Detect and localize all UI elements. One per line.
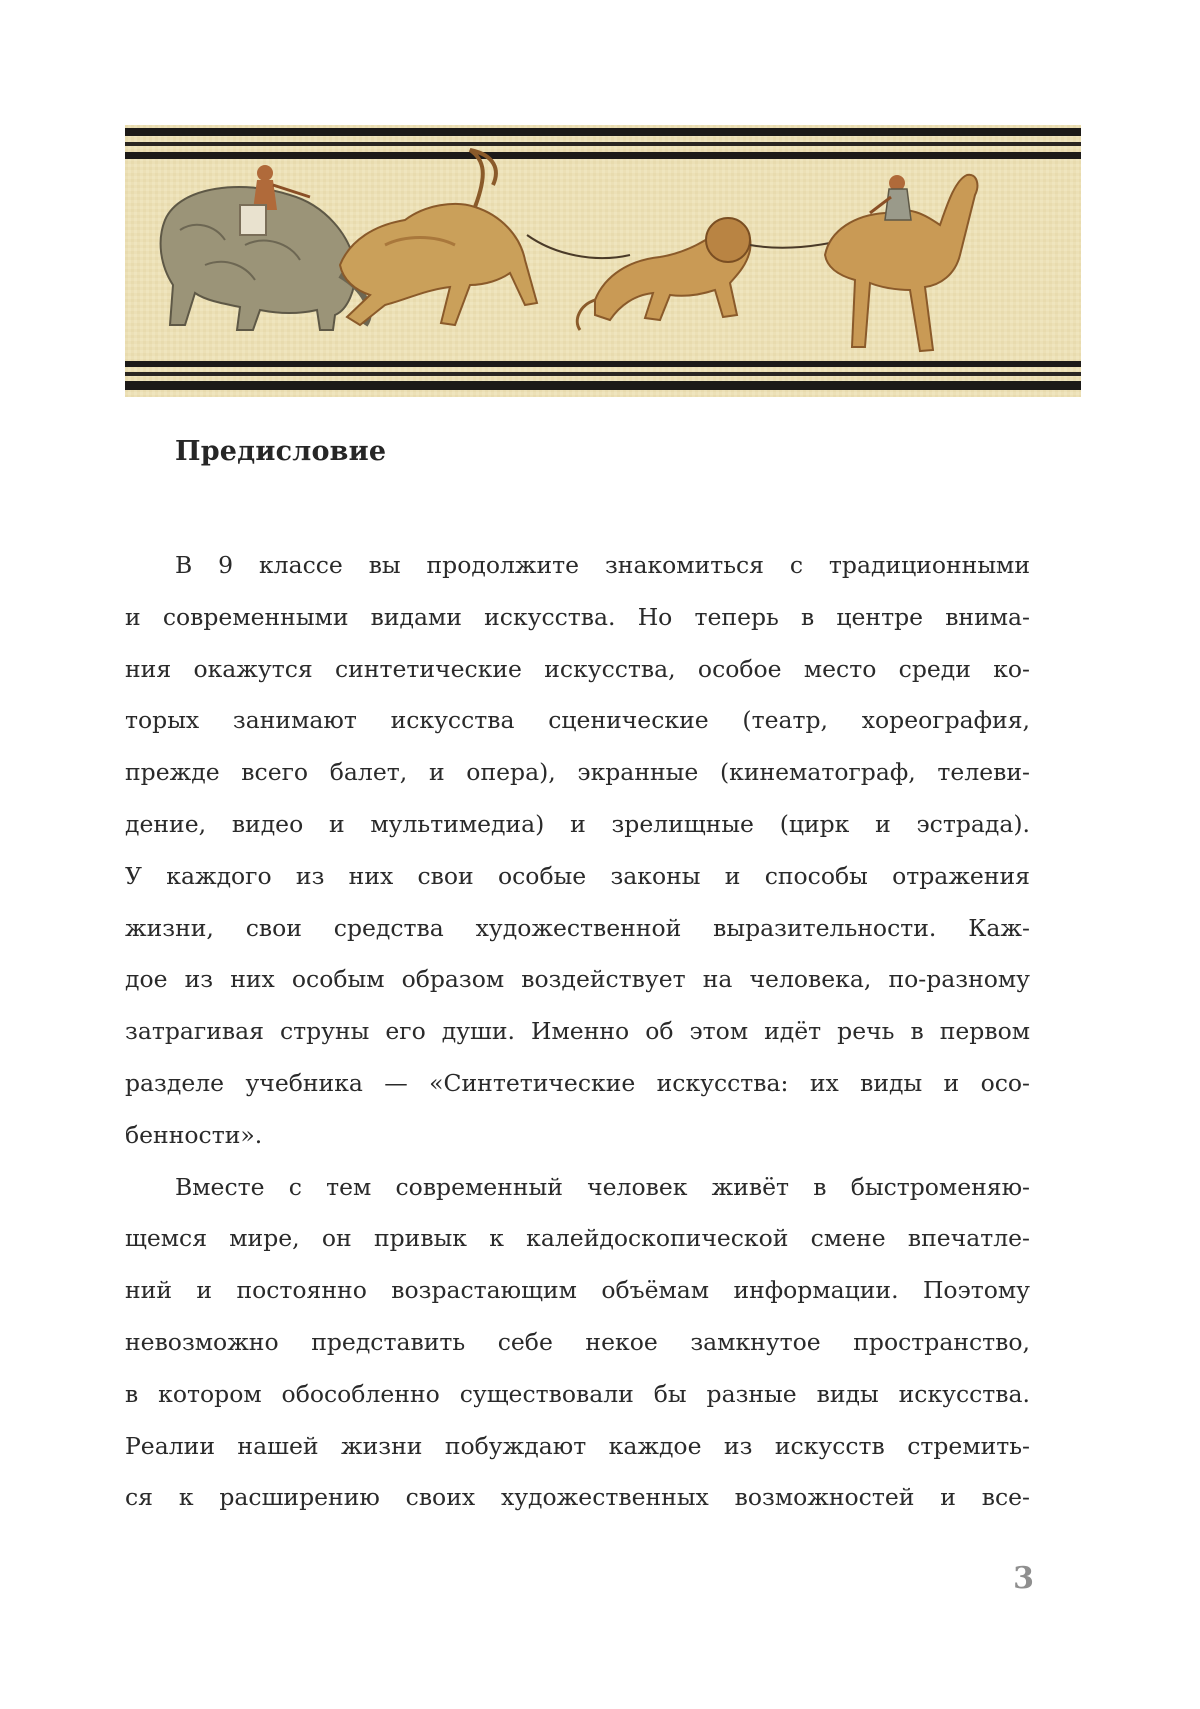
text-line: бенности». bbox=[125, 1120, 263, 1149]
text-line: торых занимают искусства сценические (театр, хореография, bbox=[125, 706, 1030, 735]
text-line: прежде всего балет, и опера), экранные (кинематограф, телеви- bbox=[125, 758, 1030, 787]
text-line: ния окажутся синтетические искусства, особое место среди ко- bbox=[125, 654, 1030, 683]
text-line: ся к расширению своих художественных возможностей и все- bbox=[125, 1483, 1030, 1512]
text-line: щемся мире, он привык к калейдоскопической смене впечатле- bbox=[125, 1224, 1030, 1253]
text-line: и современными видами искусства. Но теперь в центре внима- bbox=[125, 602, 1030, 631]
text-line: Вместе с тем современный человек живёт в быстроменяю- bbox=[175, 1172, 1030, 1201]
mosaic-illustration bbox=[125, 125, 1081, 397]
body-text bbox=[125, 545, 1030, 1529]
text-line: дое из них особым образом воздействует на человека, по-разному bbox=[125, 965, 1030, 994]
text-line: дение, видео и мультимедиа) и зрелищные (цирк и эстрада). bbox=[125, 809, 1030, 838]
page-heading: Предисловие bbox=[175, 436, 387, 467]
text-line: невозможно представить себе некое замкнутое пространство, bbox=[125, 1327, 1030, 1356]
text-line: Реалии нашей жизни побуждают каждое из искусств стремить- bbox=[125, 1431, 1030, 1460]
text-line: разделе учебника — «Синтетические искусства: их виды и осо- bbox=[125, 1068, 1030, 1097]
page-number: 3 bbox=[1013, 1561, 1034, 1596]
paragraph-1 bbox=[125, 545, 1030, 1167]
text-line: У каждого из них свои особые законы и способы отражения bbox=[125, 861, 1030, 890]
text-line: в котором обособленно существовали бы разные виды искусства. bbox=[125, 1379, 1030, 1408]
mosaic-svg bbox=[125, 125, 1081, 397]
text-line: жизни, свои средства художественной выразительности. Каж- bbox=[125, 913, 1030, 942]
text-line: В 9 классе вы продолжите знакомиться с традиционными bbox=[175, 551, 1030, 579]
text-line: затрагивая струны его души. Именно об этом идёт речь в первом bbox=[125, 1017, 1030, 1046]
paragraph-2 bbox=[125, 1167, 1030, 1530]
text-line: ний и постоянно возрастающим объёмам информации. Поэтому bbox=[125, 1276, 1030, 1305]
